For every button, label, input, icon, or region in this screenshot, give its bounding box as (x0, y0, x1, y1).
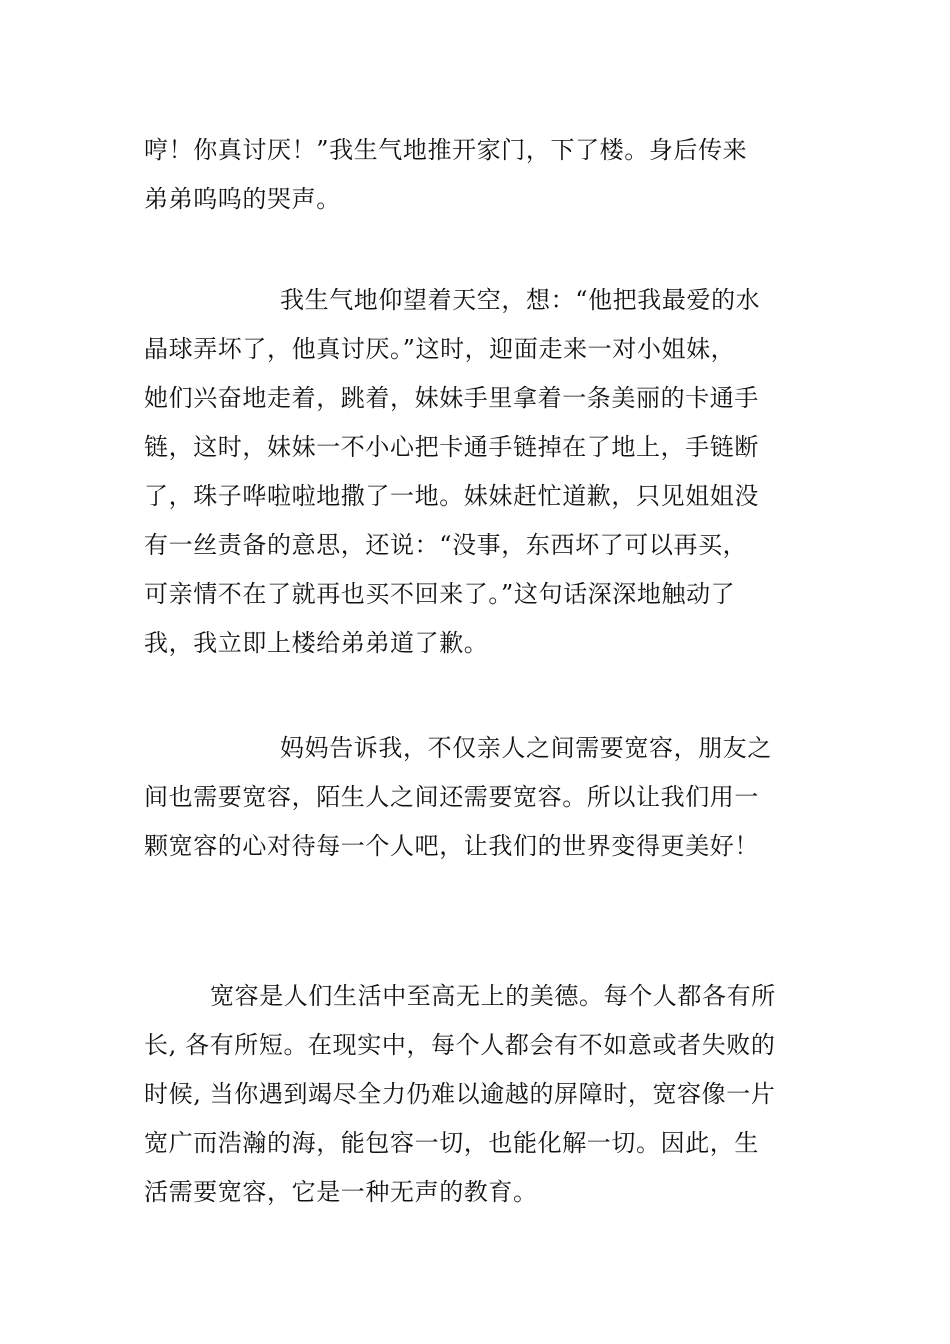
text-line: 链，这时，妹妹一不小心把卡通手链掉在了地上，手链断 (144, 433, 759, 461)
text-line: 我，我立即上楼给弟弟道了歉。 (144, 629, 489, 657)
text-line: 弟弟呜呜的哭声。 (144, 185, 341, 213)
text-line: 哼！你真讨厌！”我生气地推开家门，下了楼。身后传来 (144, 136, 748, 164)
text-line: 宽广而浩瀚的海，能包容一切，也能化解一切。因此，生 (144, 1129, 759, 1157)
text-line: 我生气地仰望着天空，想：“他把我最爱的水 (280, 286, 761, 314)
text-line: 活需要宽容，它是一种无声的教育。 (144, 1178, 538, 1206)
text-line: 了，珠子哗啦啦地撒了一地。妹妹赶忙道歉，只见姐姐没 (144, 482, 759, 510)
paragraph-4 (144, 972, 809, 1217)
text-line: 时候, 当你遇到竭尽全力仍难以逾越的屏障时，宽容像一片 (144, 1080, 776, 1108)
text-line: 颗宽容的心对待每一个人吧，让我们的世界变得更美好！ (144, 832, 759, 860)
text-line: 她们兴奋地走着，跳着，妹妹手里拿着一条美丽的卡通手 (144, 384, 759, 412)
paragraph-3 (144, 724, 809, 871)
text-line: 长, 各有所短。在现实中，每个人都会有不如意或者失败的 (144, 1031, 776, 1059)
text-line: 晶球弄坏了，他真讨厌。”这时，迎面走来一对小姐妹， (144, 335, 736, 363)
text-line: 妈妈告诉我，不仅亲人之间需要宽容，朋友之 (280, 734, 772, 762)
text-line: 间也需要宽容，陌生人之间还需要宽容。所以让我们用一 (144, 783, 759, 811)
paragraph-2 (144, 276, 809, 668)
text-line: 宽容是人们生活中至高无上的美德。每个人都各有所 (210, 982, 776, 1010)
text-line: 可亲情不在了就再也买不回来了。”这句话深深地触动了 (144, 580, 736, 608)
paragraph-1 (144, 126, 809, 224)
text-line: 有一丝责备的意思，还说：“没事，东西坏了可以再买， (144, 531, 748, 559)
